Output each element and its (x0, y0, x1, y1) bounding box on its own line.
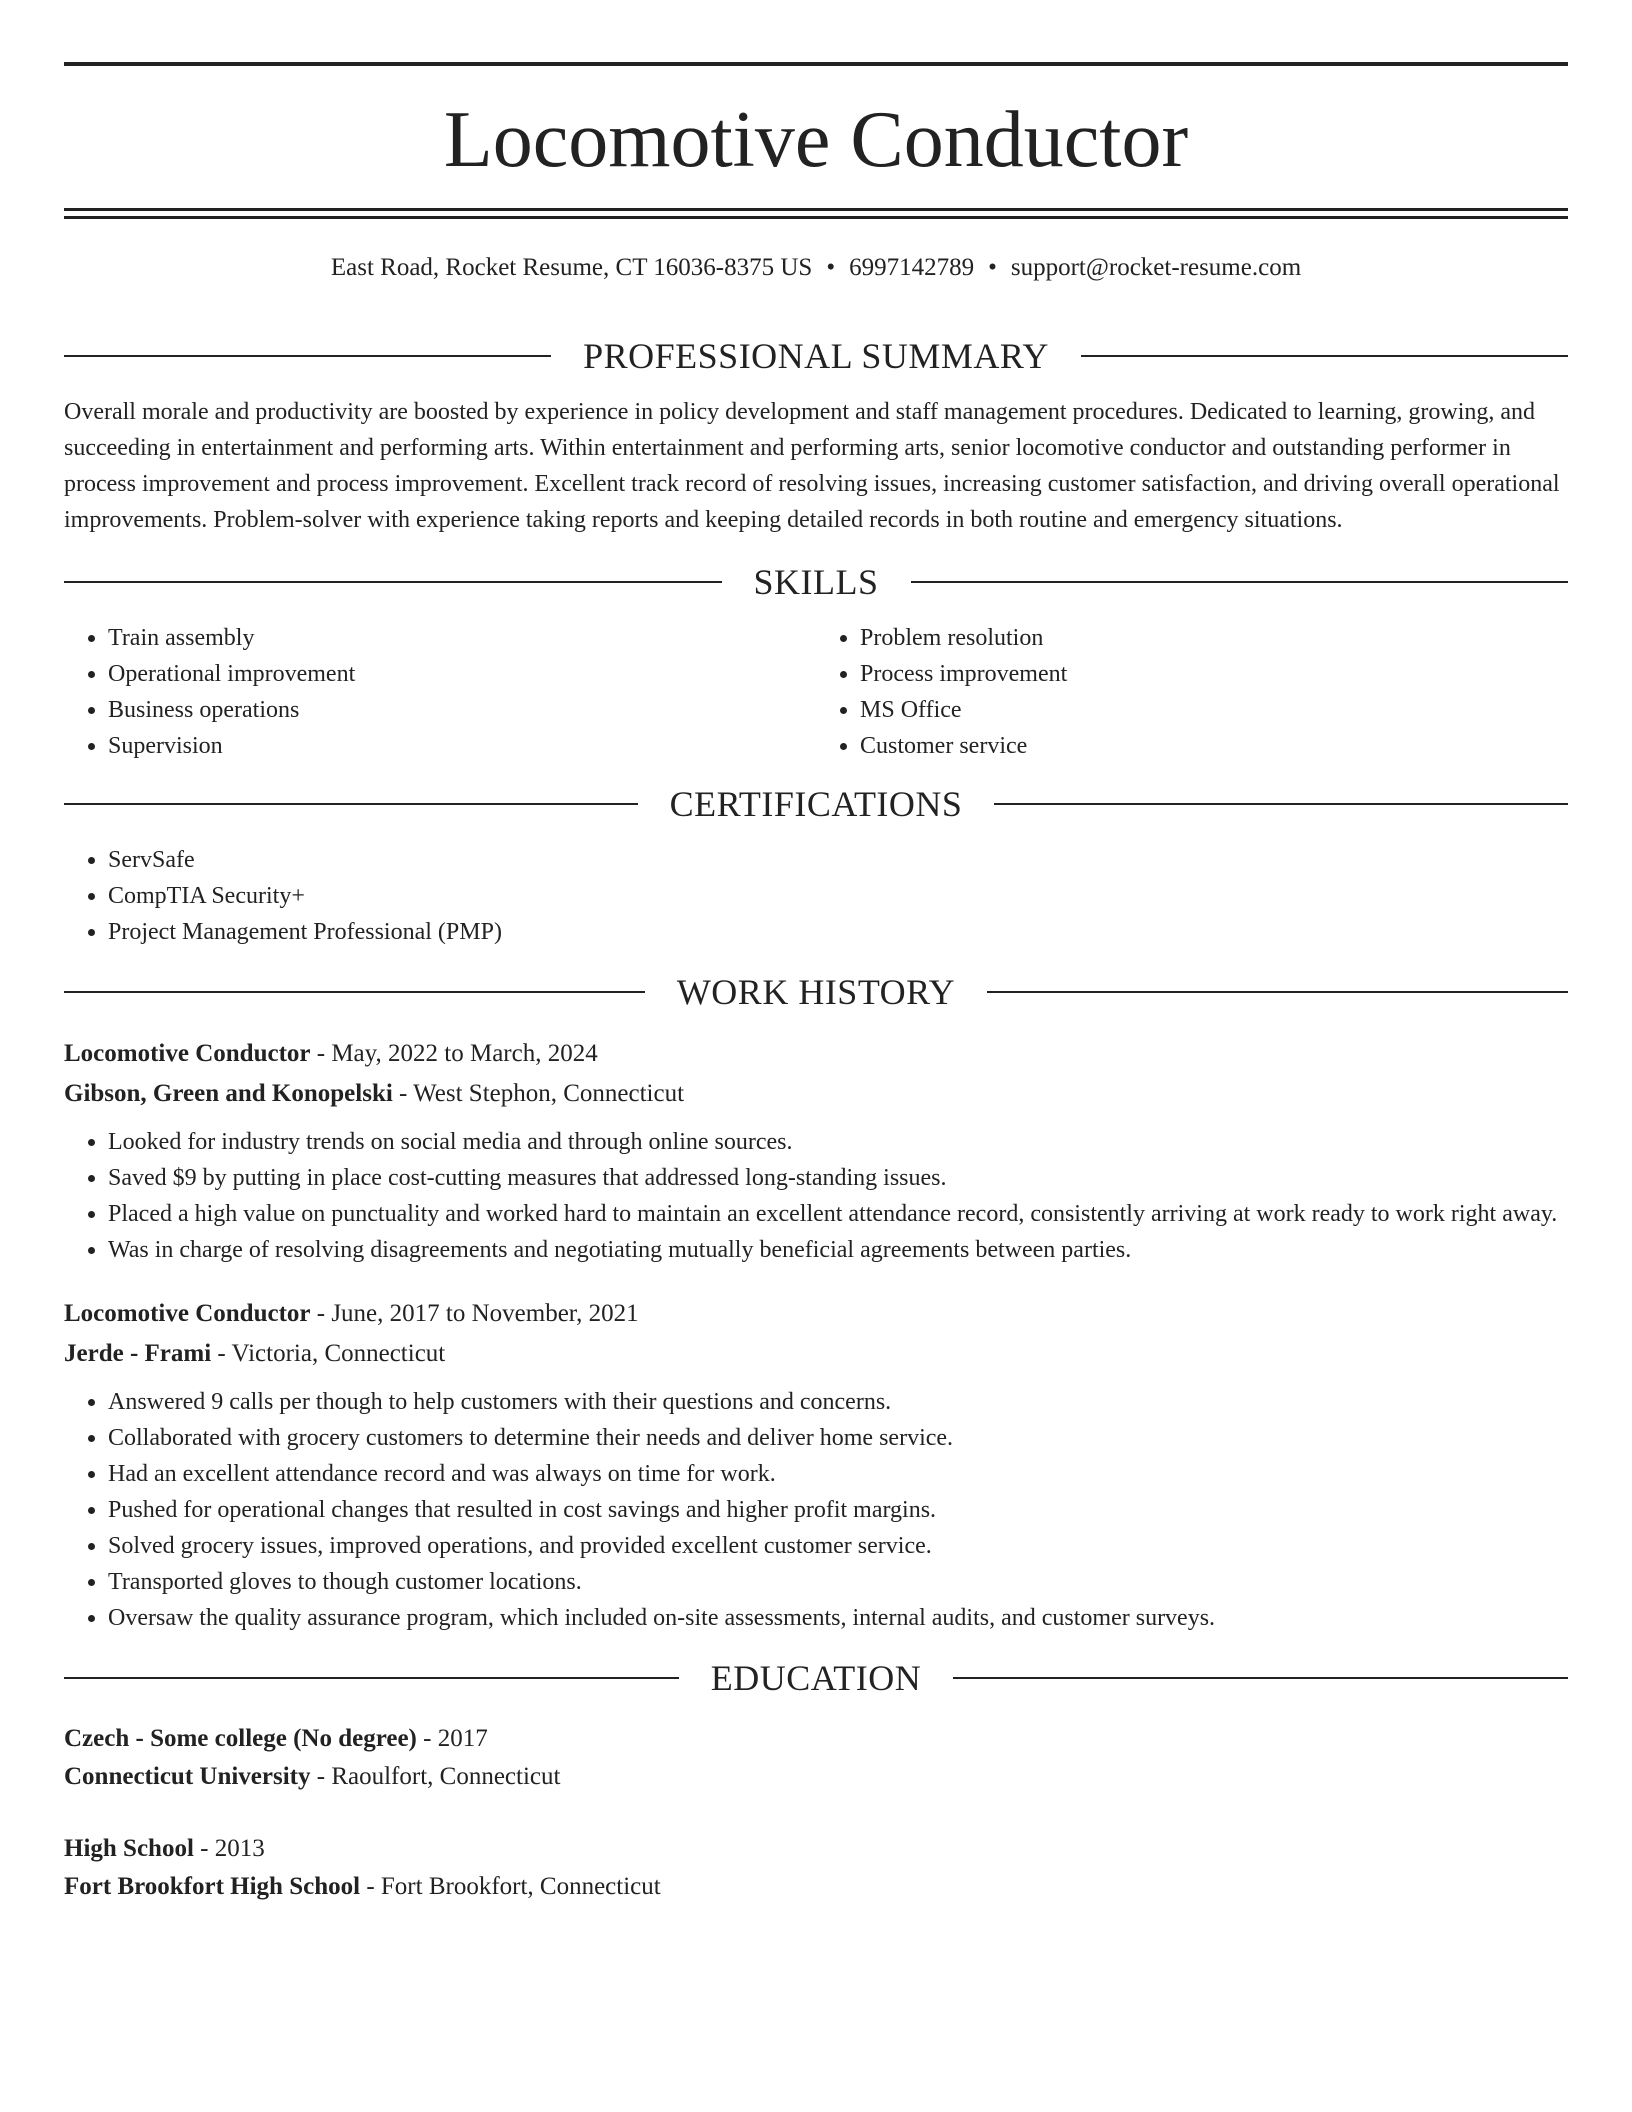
skill-item: • Customer service (860, 728, 1568, 764)
job-title-line (64, 1034, 1568, 1074)
job-bullet: • Looked for industry trends on social media and through online sources. (108, 1124, 1568, 1160)
section-heading-skills (64, 552, 1568, 612)
job-bullet: • Collaborated with grocery customers to determine their needs and deliver home service. (108, 1420, 1568, 1456)
job-location: - West Stephon, Connecticut (392, 1080, 685, 1107)
heading-rule (64, 803, 638, 805)
job-bullets (64, 1384, 1568, 1636)
section-heading-summary (64, 326, 1568, 386)
skill-item: • MS Office (860, 692, 1568, 728)
job-bullet: • Saved $9 by putting in place cost-cutting measures that addressed long-standing issues. (108, 1160, 1568, 1196)
skill-item: • Operational improvement (108, 656, 816, 692)
education-entry (64, 1830, 1568, 1906)
certification-item: • Project Management Professional (PMP) (108, 914, 1568, 950)
job-company-line (64, 1334, 1568, 1374)
job-bullet: • Transported gloves to though customer locations. (108, 1564, 1568, 1600)
skill-item: • Process improvement (860, 656, 1568, 692)
heading-rule (987, 991, 1568, 993)
heading-rule (64, 991, 645, 993)
job-company-line (64, 1074, 1568, 1114)
section-title: SKILLS (753, 562, 879, 602)
contact-address: East Road, Rocket Resume, CT 16036-8375 US (330, 254, 813, 281)
section-title: PROFESSIONAL SUMMARY (583, 336, 1049, 376)
job-entry (64, 1294, 1568, 1636)
education-school-line (64, 1868, 1568, 1906)
education-school: Fort Brookfort High School (64, 1873, 361, 1900)
double-rule-upper (64, 208, 1568, 211)
job-dates: - June, 2017 to November, 2021 (310, 1300, 639, 1327)
certification-item: • ServSafe (108, 842, 1568, 878)
job-bullet: • Oversaw the quality assurance program, which included on-site assessments, internal audits, and customer surveys. (108, 1600, 1568, 1636)
section-title: CERTIFICATIONS (669, 784, 963, 824)
job-bullet: • Was in charge of resolving disagreements and negotiating mutually beneficial agreements between parties. (108, 1232, 1568, 1268)
education-school: Connecticut University (64, 1763, 311, 1790)
job-bullet: • Answered 9 calls per though to help customers with their questions and concerns. (108, 1384, 1568, 1420)
contact-separator: • (988, 254, 997, 281)
education-location: - Raoulfort, Connecticut (310, 1763, 561, 1790)
job-title: Locomotive Conductor (64, 1040, 311, 1067)
contact-email: support@rocket-resume.com (1010, 254, 1302, 281)
certification-item: • CompTIA Security+ (108, 878, 1568, 914)
top-rule (64, 62, 1568, 66)
contact-line (64, 252, 1568, 284)
skills-list-left (64, 620, 816, 764)
job-bullet: • Placed a high value on punctuality and worked hard to maintain an excellent attendance record, consistently arriving at work ready to work right away. (108, 1196, 1568, 1232)
education-year: - 2013 (193, 1835, 265, 1862)
skill-item: • Train assembly (108, 620, 816, 656)
job-dates: - May, 2022 to March, 2024 (310, 1040, 598, 1067)
job-bullets (64, 1124, 1568, 1268)
job-bullet: • Solved grocery issues, improved operations, and provided excellent customer service. (108, 1528, 1568, 1564)
job-company: Jerde - Frami (64, 1340, 212, 1367)
education-entry (64, 1720, 1568, 1796)
heading-rule (64, 581, 722, 583)
certifications-list (64, 842, 1568, 950)
section-title: EDUCATION (710, 1658, 922, 1698)
education-degree: High School (64, 1835, 194, 1862)
contact-phone: 6997142789 (849, 254, 975, 281)
skill-item: • Supervision (108, 728, 816, 764)
resume-content (64, 326, 1568, 1906)
heading-rule (994, 803, 1568, 805)
heading-rule (953, 1677, 1568, 1679)
job-title: Locomotive Conductor (64, 1300, 311, 1327)
heading-rule (911, 581, 1569, 583)
section-heading-certifications (64, 774, 1568, 834)
heading-rule (64, 1677, 679, 1679)
section-heading-work-history (64, 962, 1568, 1022)
job-entry (64, 1034, 1568, 1268)
heading-rule (1081, 355, 1568, 357)
education-year: - 2017 (416, 1725, 488, 1752)
section-heading-education (64, 1648, 1568, 1708)
education-degree-line (64, 1830, 1568, 1868)
education-school-line (64, 1758, 1568, 1796)
job-company: Gibson, Green and Konopelski (64, 1080, 393, 1107)
contact-separator: • (826, 254, 836, 281)
resume-name: Locomotive Conductor (443, 96, 1189, 184)
double-rule-lower (64, 216, 1568, 219)
job-location: - Victoria, Connecticut (211, 1340, 446, 1367)
skills-columns (64, 620, 1568, 764)
skill-item: • Business operations (108, 692, 816, 728)
education-degree: Czech - Some college (No degree) (64, 1725, 417, 1752)
skill-item: • Problem resolution (860, 620, 1568, 656)
job-bullet: • Had an excellent attendance record and was always on time for work. (108, 1456, 1568, 1492)
summary-text: Overall morale and productivity are boosted by experience in policy development and staff management procedures. Dedicated to learning, growing, and succeeding in entertainment and performing arts. Within entertainment and performing arts, senior locomotive conductor and outstanding performer in process improvement and process improvement. Excellent track record of resolving issues, increasing customer satisfaction, and driving overall operational improvements. Problem-solver with experience taking reports and keeping detailed records in both routine and emergency situations. (64, 399, 1560, 533)
education-location: - Fort Brookfort, Connecticut (360, 1873, 661, 1900)
section-title: WORK HISTORY (676, 972, 956, 1012)
job-bullet: • Pushed for operational changes that resulted in cost savings and higher profit margins. (108, 1492, 1568, 1528)
education-degree-line (64, 1720, 1568, 1758)
heading-rule (64, 355, 551, 357)
skills-list-right (816, 620, 1568, 764)
job-title-line (64, 1294, 1568, 1334)
